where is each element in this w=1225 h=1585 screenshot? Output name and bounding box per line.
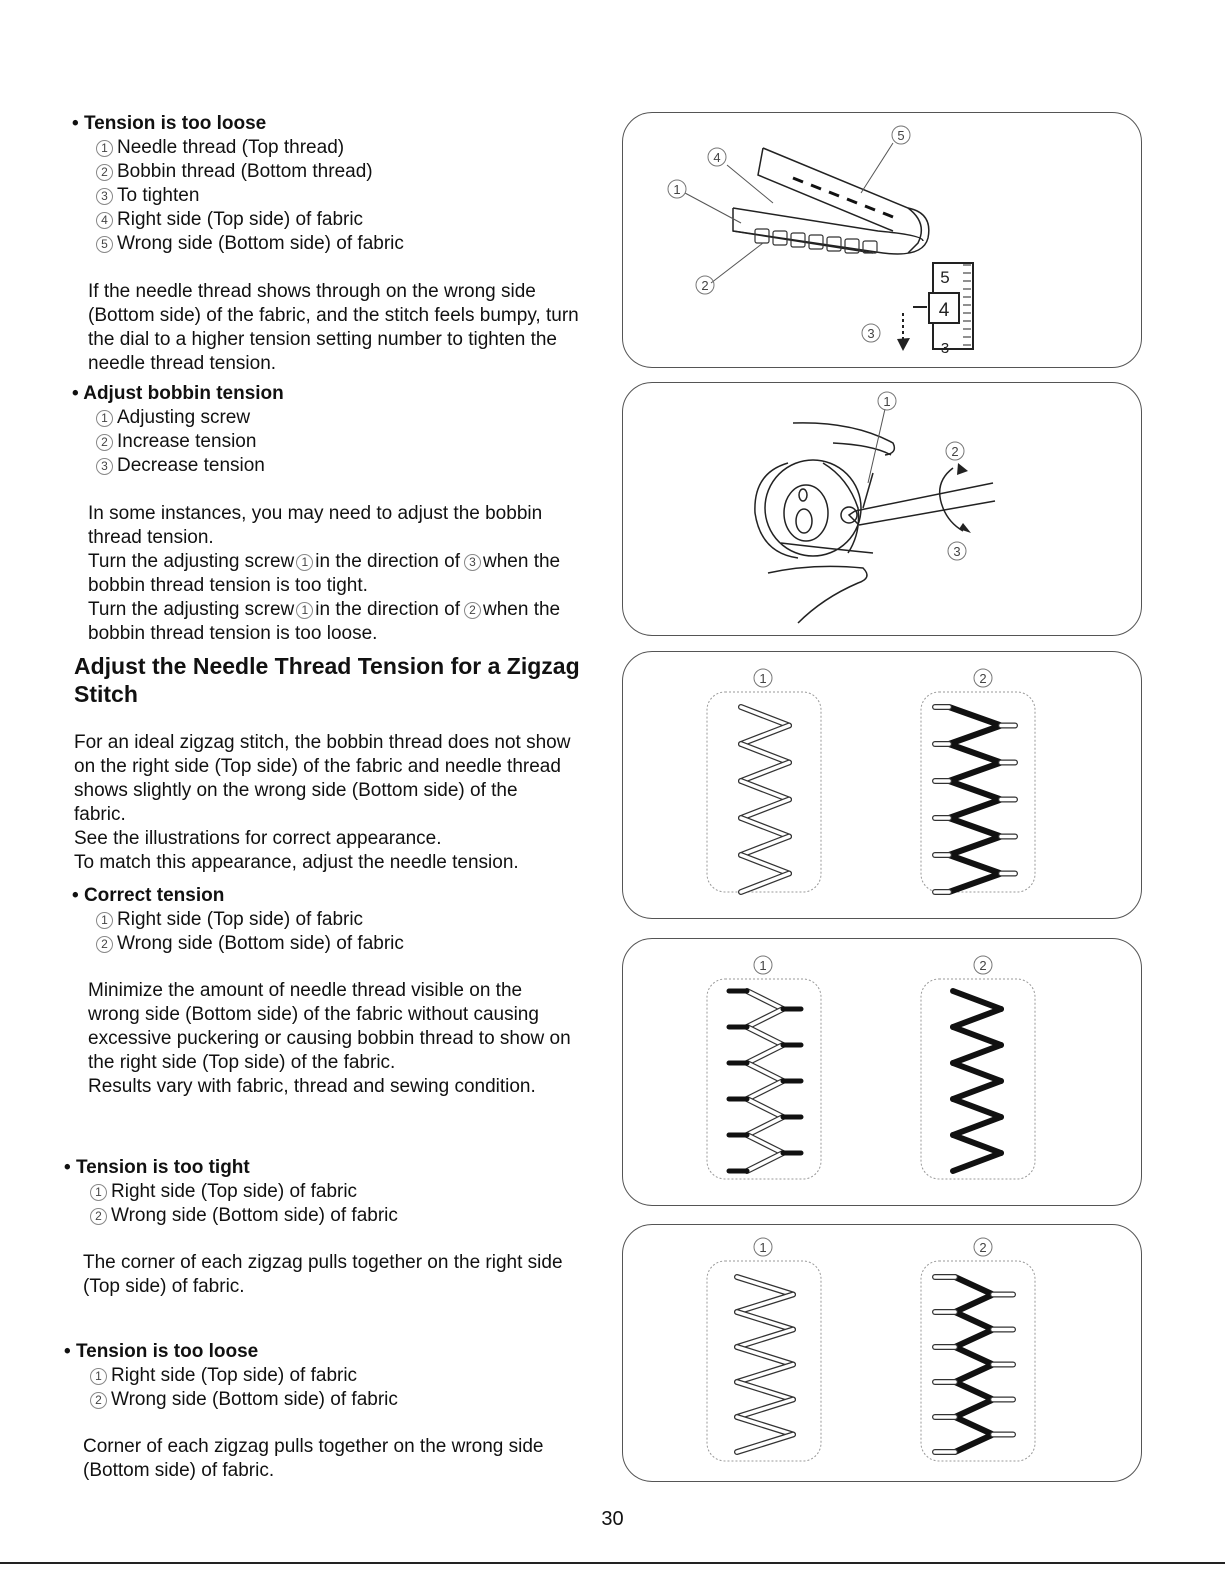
list-item: 1 Needle thread (Top thread) bbox=[96, 136, 404, 160]
section-title: • Tension is too loose bbox=[72, 113, 267, 134]
paragraph-too-tight: The corner of each zigzag pulls together on the right side (Top side) of fabric. bbox=[83, 1252, 563, 1297]
svg-text:2: 2 bbox=[979, 1240, 987, 1255]
svg-text:1: 1 bbox=[759, 671, 767, 686]
page-number: 30 bbox=[601, 1508, 624, 1530]
list-item: 2 Wrong side (Bottom side) of fabric bbox=[90, 1388, 398, 1412]
zigzag-pair bbox=[623, 1225, 1142, 1482]
list-item: 3 Decrease tension bbox=[96, 454, 284, 478]
page-heading: Adjust the Needle Thread Tension for a Zigzag Stitch bbox=[74, 653, 580, 707]
illustration-bobbin-case bbox=[622, 382, 1142, 636]
paragraph-correct-tension: Minimize the amount of needle thread visible on the wrong side (Bottom side) of the fabric without causing excessive puckering or causing bobbin thread to show on the right side (Top side) of the fabric. Results vary with fabric, thread and sewing condition. bbox=[88, 980, 571, 1097]
bottom-rule bbox=[0, 1562, 1225, 1564]
section-title: • Adjust bobbin tension bbox=[72, 383, 284, 404]
svg-text:2: 2 bbox=[979, 958, 987, 973]
section-tension-too-loose-1 bbox=[72, 112, 404, 256]
svg-text:3: 3 bbox=[953, 544, 961, 559]
paragraph-intro: For an ideal zigzag stitch, the bobbin thread does not show on the right side (Top side) of the fabric and needle thread shows slightly on the wrong side (Bottom side) of the fabric. See the illustrations for correct appearance. To match this appearance, adjust the needle tension. bbox=[74, 732, 571, 873]
svg-text:3: 3 bbox=[940, 340, 950, 357]
section-tension-too-tight bbox=[64, 1156, 398, 1228]
section-title: • Tension is too tight bbox=[64, 1157, 250, 1178]
list-item: 2 Wrong side (Bottom side) of fabric bbox=[96, 932, 404, 956]
list-item: 1 Adjusting screw bbox=[96, 406, 284, 430]
svg-text:1: 1 bbox=[883, 394, 891, 409]
zigzag-pair bbox=[623, 652, 1142, 919]
section-correct-tension bbox=[72, 884, 404, 956]
section-adjust-bobbin-tension bbox=[72, 382, 284, 478]
list-item: 1 Right side (Top side) of fabric bbox=[90, 1180, 398, 1204]
svg-text:1: 1 bbox=[673, 182, 681, 197]
paragraph-bobbin-tension: In some instances, you may need to adjust the bobbin thread tension. Turn the adjusting screw 1 in the direction of 3 when the bobbin thread tension is too tight. Turn the adjusting screw 1 in the direction of 2 when the bobbin thread tension is too loose. bbox=[88, 503, 561, 644]
list-item: 2 Increase tension bbox=[96, 430, 284, 454]
zigzag-pair bbox=[623, 939, 1142, 1206]
list-item: 4 Right side (Top side) of fabric bbox=[96, 208, 404, 232]
svg-text:1: 1 bbox=[759, 958, 767, 973]
illustration-tension-too-loose bbox=[622, 1224, 1142, 1482]
section-tension-too-loose-2 bbox=[64, 1340, 398, 1412]
svg-text:2: 2 bbox=[951, 444, 959, 459]
svg-text:2: 2 bbox=[979, 671, 987, 686]
section-title: • Correct tension bbox=[72, 885, 225, 906]
illustration-tension-too-tight bbox=[622, 938, 1142, 1206]
illustration-loose-tension-fabric bbox=[622, 112, 1142, 368]
svg-text:4: 4 bbox=[713, 150, 721, 165]
list-item: 1 Right side (Top side) of fabric bbox=[90, 1364, 398, 1388]
svg-text:2: 2 bbox=[701, 278, 709, 293]
paragraph-too-loose-2: Corner of each zigzag pulls together on the wrong side (Bottom side) of fabric. bbox=[83, 1436, 544, 1481]
list-item: 2 Bobbin thread (Bottom thread) bbox=[96, 160, 404, 184]
list-item: 5 Wrong side (Bottom side) of fabric bbox=[96, 232, 404, 256]
list-item: 3 To tighten bbox=[96, 184, 404, 208]
list-item: 2 Wrong side (Bottom side) of fabric bbox=[90, 1204, 398, 1228]
svg-text:5: 5 bbox=[897, 128, 905, 143]
svg-text:4: 4 bbox=[938, 300, 950, 321]
illustration-correct-tension bbox=[622, 651, 1142, 919]
svg-text:5: 5 bbox=[940, 268, 950, 287]
svg-text:1: 1 bbox=[759, 1240, 767, 1255]
list-item: 1 Right side (Top side) of fabric bbox=[96, 908, 404, 932]
svg-text:3: 3 bbox=[867, 326, 875, 341]
section-title: • Tension is too loose bbox=[64, 1341, 259, 1362]
paragraph-loose-tension: If the needle thread shows through on the wrong side (Bottom side) of the fabric, and the stitch feels bumpy, turn the dial to a higher tension setting number to tighten the needle thread tension. bbox=[88, 281, 579, 374]
